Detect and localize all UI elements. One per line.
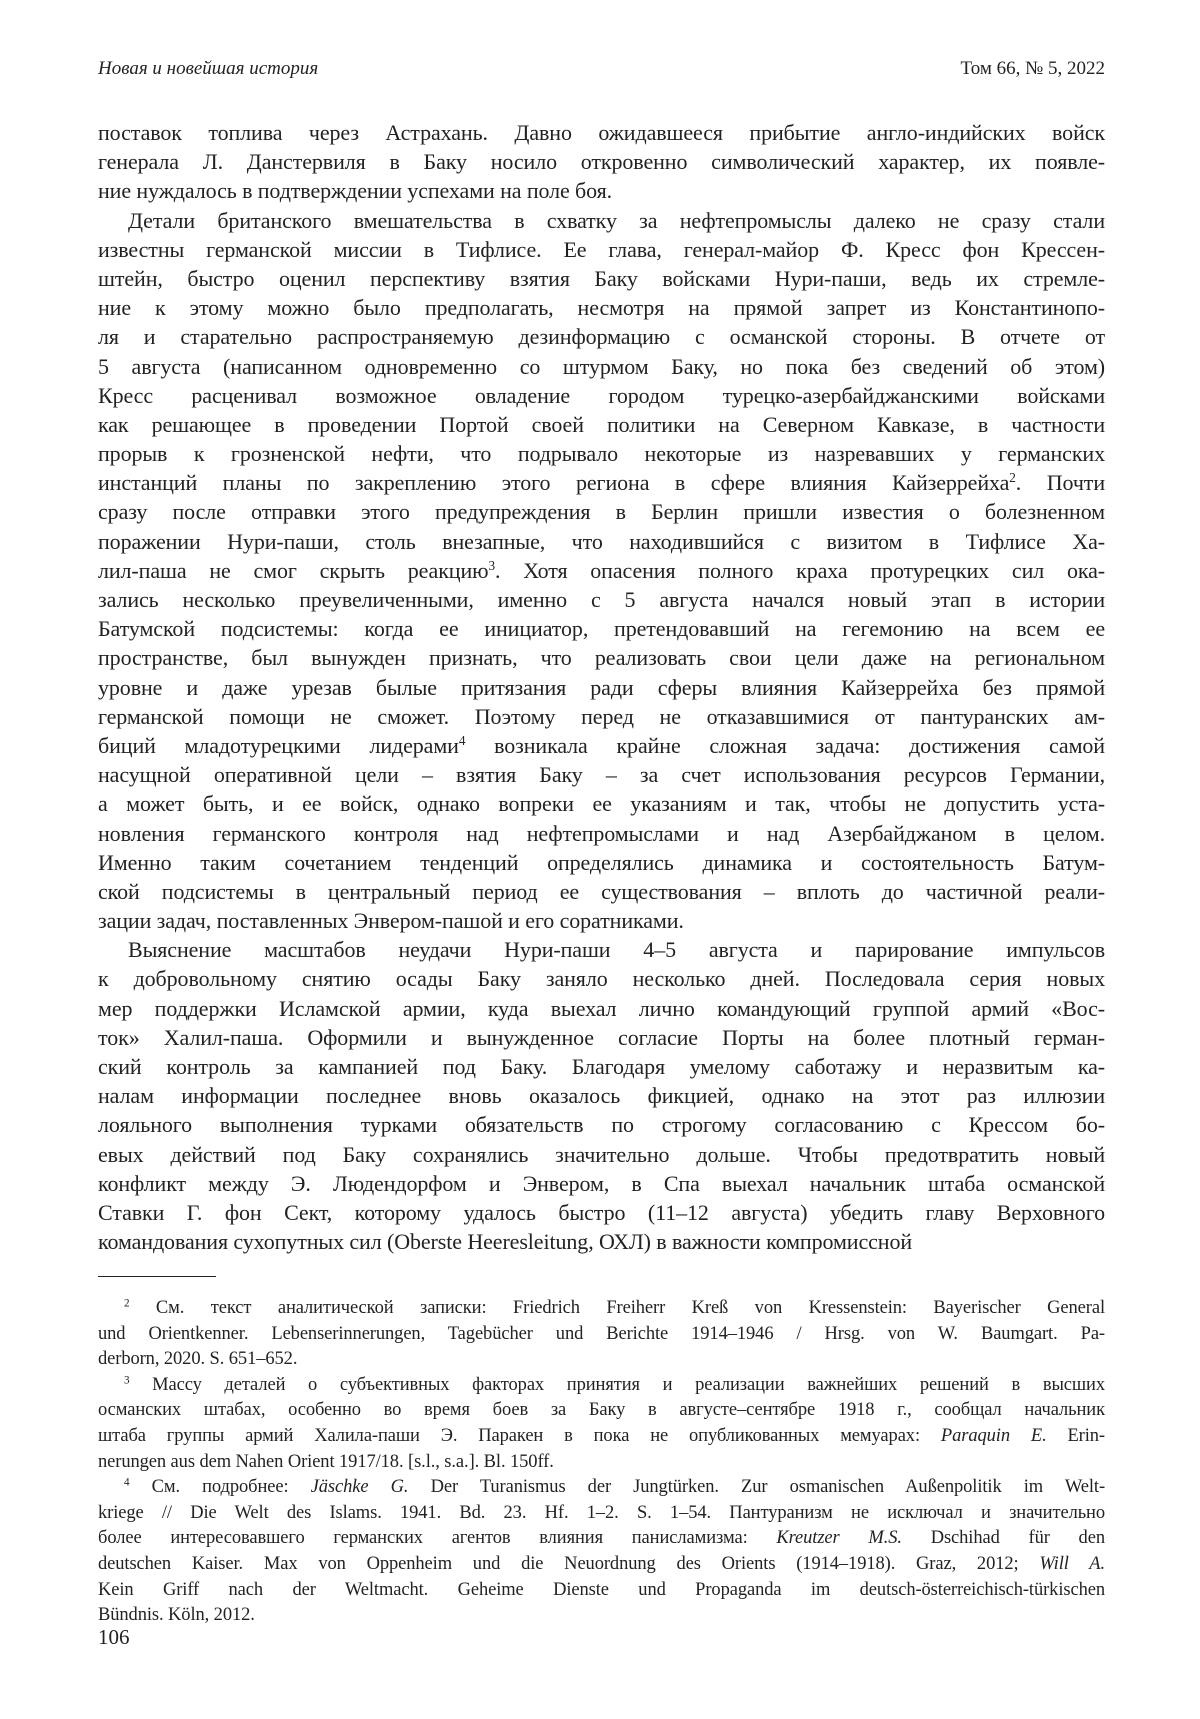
text-run: известны германской миссии в Тифлисе. Ее глава, генерал-майор Ф. Кресс фон Крессен- xyxy=(98,236,1105,262)
body-line xyxy=(98,585,1105,614)
body-line xyxy=(98,118,1105,147)
footnote-line xyxy=(98,1501,1105,1527)
text-run: ние нуждалось в подтверждении успехами на поле боя. xyxy=(98,178,613,204)
body-line xyxy=(98,789,1105,818)
text-run: ток» Халил-паша. Оформили и вынужденное согласие Порты на более плотный герман- xyxy=(98,1024,1105,1050)
footnote-line xyxy=(98,1603,1105,1629)
footnote-line xyxy=(98,1424,1105,1450)
text-run: Der Turanismus der Jungtürken. Zur osmanischen Außenpolitik im Welt- xyxy=(408,1477,1106,1498)
footnote-ref: 2 xyxy=(124,1297,130,1310)
footnote-line xyxy=(98,1347,1105,1373)
body-line xyxy=(98,206,1105,235)
body-line xyxy=(98,264,1105,293)
footnote-line xyxy=(98,1373,1105,1399)
body-line xyxy=(98,527,1105,556)
body-line xyxy=(98,1081,1105,1110)
text-run: зации задач, поставленных Энвером-пашой и его соратниками. xyxy=(98,908,684,934)
text-run: новления германского контроля над нефтепромыслами и над Азербайджаном в целом. xyxy=(98,820,1105,846)
body-line xyxy=(98,614,1105,643)
text-run: Детали британского вмешательства в схватку за нефтепромыслы далеко не сразу стали xyxy=(128,207,1105,233)
body-line xyxy=(98,760,1105,789)
author-name: Paraquin E. xyxy=(940,1425,1047,1446)
text-run: Батумской подсистемы: когда ее инициатор, претендовавший на гегемонию на всем ее xyxy=(98,616,1105,642)
text-run: поставок топлива через Астрахань. Давно ожидавшееся прибытие англо-индийских войск xyxy=(98,120,1105,145)
body-line xyxy=(98,1169,1105,1198)
text-run: конфликт между Э. Людендорфом и Энвером, в Спа выехал начальник штаба османской xyxy=(98,1170,1105,1196)
text-run: возникала крайне сложная задача: достижения самой xyxy=(465,732,1105,758)
text-run: und Orientkenner. Lebenserinnerungen, Tagebücher und Berichte 1914–1946 / Hrsg. von W. Baumgart. Pa- xyxy=(98,1323,1105,1344)
author-name: Kreutzer M.S. xyxy=(776,1528,902,1549)
body-line xyxy=(98,381,1105,410)
text-run: генерала Л. Данстервиля в Баку носило откровенно символический характер, их появле- xyxy=(98,149,1105,175)
body-line xyxy=(98,1052,1105,1081)
text-run: . Хотя опасения полного краха протурецких сил ока- xyxy=(494,557,1105,583)
text-run: налам информации последнее вновь оказалось фикцией, однако на этот раз иллюзии xyxy=(98,1083,1105,1109)
text-run: 5 августа (написанном одновременно со штурмом Баку, но пока без сведений об этом) xyxy=(98,353,1105,379)
text-run: Массу деталей о субъективных факторах принятия и реализации важнейших решений в высших xyxy=(129,1374,1105,1395)
body-line xyxy=(98,643,1105,672)
text-run: а может быть, и ее войск, однако вопреки ее указаниям и так, чтобы не допустить уста- xyxy=(98,791,1105,817)
text-run: Kein Griff nach der Weltmacht. Geheime Dienste und Propaganda im deutsch-österreichisch-türkischen xyxy=(98,1579,1105,1600)
journal-title: Новая и новейшая история xyxy=(98,58,319,79)
text-run: прорыв к грозненской нефти, что подрывало некоторые из назревавших у германских xyxy=(98,441,1105,467)
body-line xyxy=(98,819,1105,848)
text-run: nerungen aus dem Nahen Orient 1917/18. [s.l., s.a.]. Bl. 150ff. xyxy=(98,1451,554,1472)
body-line xyxy=(98,994,1105,1023)
text-run: германской помощи не сможет. Поэтому перед не отказавшимися от пантуранских ам- xyxy=(98,703,1105,729)
text-run: Выяснение масштабов неудачи Нури-паши 4–5 августа и парирование импульсов xyxy=(128,937,1105,963)
text-run: ля и старательно распространяемую дезинформацию с османской стороны. В отчете от xyxy=(98,324,1105,350)
footnote-ref: 4 xyxy=(124,1476,130,1489)
body-line xyxy=(98,439,1105,468)
text-run: Именно таким сочетанием тенденций определялись динамика и состоятельность Батум- xyxy=(98,849,1105,875)
text-run: ние к этому можно было предполагать, несмотря на прямой запрет из Константинопо- xyxy=(98,295,1105,321)
text-run: Кресс расценивал возможное овладение городом турецко-азербайджанскими войсками xyxy=(98,382,1105,408)
body-line xyxy=(98,877,1105,906)
body-line xyxy=(98,556,1105,585)
text-run: Erin- xyxy=(1046,1425,1105,1446)
author-name: Jäschke G. xyxy=(310,1477,409,1498)
footnote-line xyxy=(98,1526,1105,1552)
text-run: kriege // Die Welt des Islams. 1941. Bd. 23. Hf. 1–2. S. 1–54. Пантуранизм не исключал и значительно xyxy=(98,1502,1105,1523)
text-run: насущной оперативной цели – взятия Баку – за счет использования ресурсов Германии, xyxy=(98,762,1105,788)
body-line xyxy=(98,1140,1105,1169)
text-run: См. текст аналитической записки: Friedrich Freiherr Kreß von Kressenstein: Bayerischer General xyxy=(129,1298,1105,1318)
page-number: 106 xyxy=(98,1625,130,1649)
text-run: пространстве, был вынужден признать, что реализовать свои цели даже на региональном xyxy=(98,645,1105,671)
body-line xyxy=(98,673,1105,702)
footnote-line xyxy=(98,1322,1105,1348)
footnote-ref: 3 xyxy=(124,1374,130,1387)
footnote-ref: 2 xyxy=(1009,470,1016,486)
footnote-line xyxy=(98,1552,1105,1578)
body-line xyxy=(98,322,1105,351)
footnote-ref: 4 xyxy=(458,733,466,749)
body-line xyxy=(98,848,1105,877)
text-run: штаба группы армий Халила-паши Э. Паракен в пока не опубликованных мемуарах: xyxy=(98,1425,941,1446)
footnotes xyxy=(98,1296,1105,1629)
text-run: ский контроль за кампанией под Баку. Благодаря умелому саботажу и неразвитым ка- xyxy=(98,1054,1105,1079)
text-run: . Почти xyxy=(1015,470,1105,496)
body-line xyxy=(98,352,1105,381)
body-line xyxy=(98,964,1105,993)
text-run: командования сухопутных сил (Oberste Heeresleitung, ОХЛ) в важности компромиссной xyxy=(98,1229,913,1255)
body-line xyxy=(98,410,1105,439)
body-line xyxy=(98,1110,1105,1139)
text-run: штейн, быстро оценил перспективу взятия Баку войсками Нури-паши, ведь их стремле- xyxy=(98,265,1105,291)
text-run: ской подсистемы в центральный период ее существования – вплоть до частичной реали- xyxy=(98,878,1105,904)
body-line xyxy=(98,293,1105,322)
text-run: deutschen Kaiser. Max von Oppenheim und die Neuordnung des Orients (1914–1918). Graz, 2012; xyxy=(98,1553,1040,1574)
text-run: мер поддержки Исламской армии, куда выехал лично командующий группой армий «Вос- xyxy=(98,995,1105,1021)
body-line xyxy=(98,702,1105,731)
author-name: Will A. xyxy=(1039,1553,1106,1574)
text-run: как решающее в проведении Портой своей политики на Северном Кавказе, в частности xyxy=(98,411,1105,437)
text-run: уровне и даже урезав былые притязания ради сферы влияния Кайзеррейха без прямой xyxy=(98,674,1105,700)
body-text xyxy=(98,118,1105,1256)
text-run: Ставки Г. фон Сект, которому удалось быстро (11–12 августа) убедить главу Верховного xyxy=(98,1199,1105,1225)
body-line xyxy=(98,176,1105,205)
body-line xyxy=(98,1227,1105,1256)
footnote-separator xyxy=(98,1276,216,1277)
footnote-line xyxy=(98,1475,1105,1501)
body-line xyxy=(98,935,1105,964)
footnote-line xyxy=(98,1450,1105,1476)
issue-info: Том 66, № 5, 2022 xyxy=(960,58,1105,79)
text-run: зались несколько преувеличенными, именно с 5 августа начался новый этап в истории xyxy=(98,587,1105,612)
footnote-line xyxy=(98,1398,1105,1424)
body-line xyxy=(98,1198,1105,1227)
footnote-ref: 3 xyxy=(488,557,495,573)
text-run: лояльного выполнения турками обязательств по строгому согласованию с Крессом бо- xyxy=(98,1112,1105,1138)
footnote-line xyxy=(98,1578,1105,1604)
text-run: евых действий под Баку сохранялись значительно дольше. Чтобы предотвратить новый xyxy=(98,1141,1105,1167)
body-line xyxy=(98,731,1105,760)
text-run: биций младотурецкими лидерами xyxy=(98,732,459,758)
text-run: инстанций планы по закреплению этого региона в сфере влияния Кайзеррейха xyxy=(98,470,1010,496)
text-run: более интересовавшего германских агентов влияния панисламизма: xyxy=(98,1528,777,1549)
body-line xyxy=(98,147,1105,176)
body-line xyxy=(98,497,1105,526)
body-line xyxy=(98,235,1105,264)
text-run: османских штабах, особенно во время боев за Баку в августе–сентябре 1918 г., сообщал начальник xyxy=(98,1400,1105,1421)
text-run: к добровольному снятию осады Баку заняло несколько дней. Последовала серия новых xyxy=(98,966,1105,992)
text-run: См. подробнее: xyxy=(129,1477,311,1498)
text-run: лил-паша не смог скрыть реакцию xyxy=(98,557,489,583)
footnote-line xyxy=(98,1296,1105,1322)
body-line xyxy=(98,468,1105,497)
text-run: Dschihad für den xyxy=(901,1528,1105,1549)
body-line xyxy=(98,1023,1105,1052)
text-run: Bündnis. Köln, 2012. xyxy=(98,1605,255,1626)
body-line xyxy=(98,906,1105,935)
running-header xyxy=(98,58,1105,80)
text-run: derborn, 2020. S. 651–652. xyxy=(98,1349,298,1370)
text-run: поражении Нури-паши, столь внезапные, что находившийся с визитом в Тифлисе Ха- xyxy=(98,528,1105,554)
text-run: сразу после отправки этого предупреждения в Берлин пришли известия о болезненном xyxy=(98,499,1105,525)
